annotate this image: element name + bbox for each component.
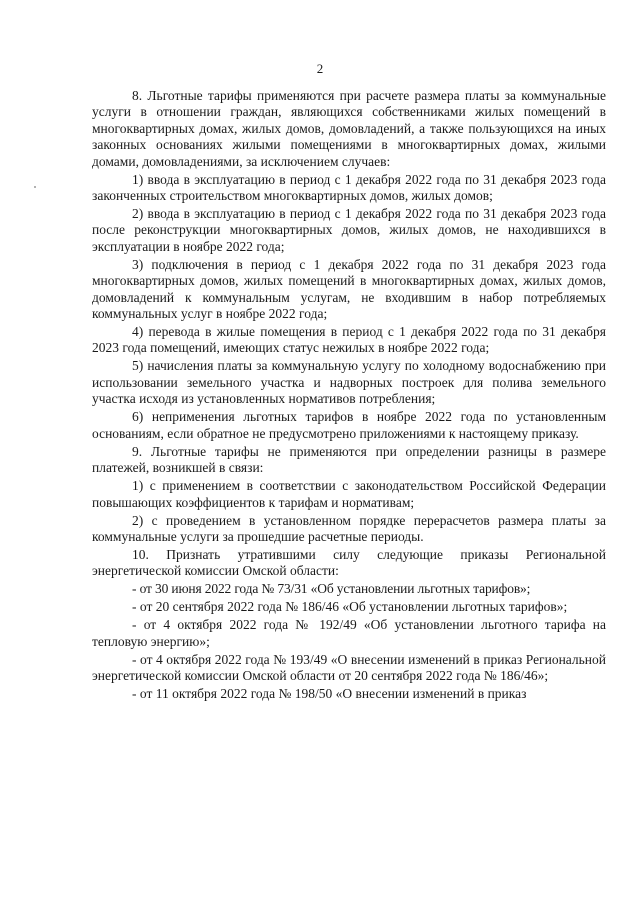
repealed-order-2: - от 20 сентября 2022 года № 186/46 «Об установлении льготных тарифов»; xyxy=(132,599,568,615)
paragraph-8-item-5: 5) начисления платы за коммунальную услугу по холодному водоснабжению при использовании земельного участка и надворных построек для полива земельного участка исходя из установленных нормативов потребления; xyxy=(92,358,606,407)
paragraph-9-item-1: 1) с применением в соответствии с законодательством Российской Федерации повышающих коэффициентов к тарифам и нормативам; xyxy=(92,478,606,510)
repealed-order-1: - от 30 июня 2022 года № 73/31 «Об установлении льготных тарифов»; xyxy=(132,581,531,597)
repealed-order-3: - от 4 октября 2022 года № 192/49 «Об установлении льготного тарифа на тепловую энергию»; xyxy=(92,617,606,649)
paragraph-9: 9. Льготные тарифы не применяются при определении разницы в размере платежей, возникшей в связи: xyxy=(92,443,606,476)
scan-speck xyxy=(34,186,36,188)
paragraph-8-item-1: 1) ввода в эксплуатацию в период с 1 декабря 2022 года по 31 декабря 2023 года законченных строительством многоквартирных домов, жилых домов; xyxy=(92,171,606,204)
paragraph-8-item-6: 6) неприменения льготных тарифов в ноябре 2022 года по установленным основаниям, если обратное не предусмотрено приложениями к настоящему приказу. xyxy=(92,409,606,441)
paragraph-10: 10. Признать утратившими силу следующие приказы Региональной энергетической комиссии Омской области: xyxy=(92,546,606,579)
paragraph-8-item-2: 2) ввода в эксплуатацию в период с 1 декабря 2022 года по 31 декабря 2023 года после реконструкции многоквартирных домов, жилых домов, не находившихся в эксплуатации в ноябре 2022 года; xyxy=(92,206,606,254)
document-body xyxy=(92,88,606,704)
repealed-order-4: - от 4 октября 2022 года № 193/49 «О внесении изменений в приказ Региональной энергетической комиссии Омской области от 20 сентября 2022 года № 186/46»; xyxy=(92,651,606,684)
paragraph-8-item-4: 4) перевода в жилые помещения в период с 1 декабря 2022 года по 31 декабря 2023 года помещений, имеющих статус нежилых в ноябре 2022 года; xyxy=(92,324,606,356)
page-number: 2 xyxy=(316,61,324,76)
repealed-order-5: - от 11 октября 2022 года № 198/50 «О внесении изменений в приказ xyxy=(132,686,527,702)
paragraph-8: 8. Льготные тарифы применяются при расчете размера платы за коммунальные услуги в отношении граждан, являющихся собственниками жилых помещений в многоквартирных домах, жилых домов, домовладений, а также пользующихся на иных законных основаниях жилыми помещениями в многоквартирных домах, жилыми домами, домовладениями, за исключением случаев: xyxy=(92,88,606,169)
paragraph-9-item-2: 2) с проведением в установленном порядке перерасчетов размера платы за коммунальные услуги за прошедшие расчетные периоды. xyxy=(92,512,606,544)
paragraph-8-item-3: 3) подключения в период с 1 декабря 2022 года по 31 декабря 2023 года многоквартирных домов, жилых помещений в многоквартирных домах, жилых домов, домовладений к коммунальным услугам, не входившим в набор потребляемых коммунальных услуг в ноябре 2022 года; xyxy=(92,256,606,322)
